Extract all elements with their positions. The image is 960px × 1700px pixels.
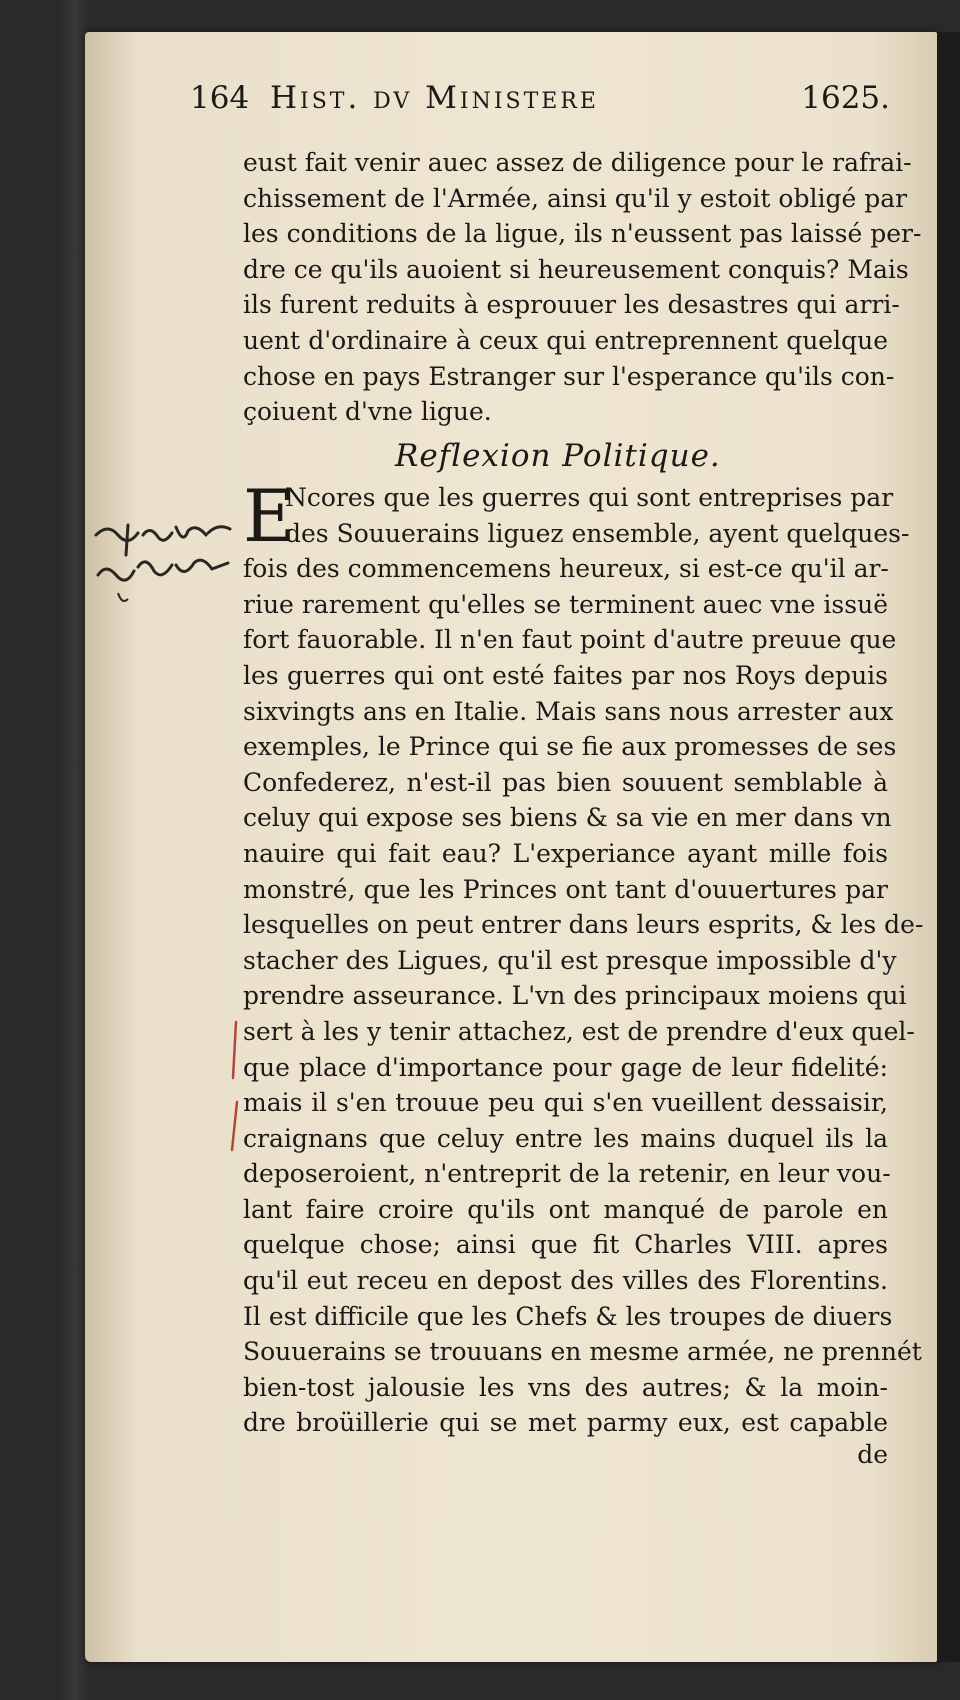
running-title: Hist. dv Ministere (270, 80, 599, 116)
text-line: celuy qui expose ses biens & sa vie en mer dans vn (243, 803, 892, 833)
text-line: uent d'ordinaire à ceux qui entreprennent quelque (243, 325, 888, 355)
text-line: eust fait venir auec assez de diligence pour le rafrai- (243, 148, 912, 177)
page-number: 164 (190, 80, 250, 116)
section-heading: Reflexion Politique. (395, 438, 721, 474)
paragraph-1 (243, 145, 922, 430)
header-year: 1625. (801, 80, 890, 116)
red-pencil-mark-icon (230, 1100, 240, 1160)
text-line: monstré, que les Princes ont tant d'ouuertures par (243, 874, 888, 904)
red-pencil-mark-icon (230, 1020, 240, 1080)
text-line: qu'il eut receu en depost des villes des Florentins. (243, 1266, 888, 1296)
text-line: sixvingts ans en Italie. Mais sans nous arrester aux (243, 696, 894, 726)
paragraph-2 (243, 474, 924, 1441)
text-line: Souuerains se trouuans en mesme armée, ne prennét (243, 1337, 922, 1367)
text-line: craignans que celuy entre les mains duquel ils la (243, 1123, 888, 1153)
text-line: prendre asseurance. L'vn des principaux moiens qui (243, 981, 907, 1011)
text-line: Il est difficile que les Chefs & les troupes de diuers (243, 1301, 893, 1331)
text-line: lant faire croire qu'ils ont manqué de parole en (243, 1194, 888, 1224)
text-line: les guerres qui ont esté faites par nos Roys depuis (243, 660, 888, 690)
text-line: chose en pays Estranger sur l'esperance qu'ils con- (243, 361, 895, 391)
text-line: des Souuerains liguez ensemble, ayent quelques- (285, 518, 910, 548)
text-line: fois des commencemens heureux, si est-ce qu'il ar- (243, 554, 889, 584)
text-line: quelque chose; ainsi que fit Charles VIII. apres (243, 1230, 888, 1260)
text-line: sert à les y tenir attachez, est de prendre d'eux quel- (243, 1016, 915, 1046)
drop-cap: E (243, 474, 296, 558)
text-line: dre ce qu'ils auoient si heureusement conquis? Mais (243, 254, 909, 284)
text-line: deposeroient, n'entreprit de la retenir, en leur vou- (243, 1159, 891, 1189)
text-line: Ncores que les guerres qui sont entreprises par (285, 483, 894, 512)
text-line: nauire qui fait eau? L'experiance ayant mille fois (243, 838, 888, 868)
text-line: mais il s'en trouue peu qui s'en vueillent dessaisir, (243, 1088, 888, 1118)
running-header (190, 80, 890, 116)
text-line: bien-tost jalousie les vns des autres; & la moin- (243, 1372, 888, 1402)
text-line: que place d'importance pour gage de leur fidelité: (243, 1052, 888, 1082)
text-line: fort fauorable. Il n'en faut point d'autre preuue que (243, 625, 897, 655)
text-line: riue rarement qu'elles se terminent auec vne issuë (243, 589, 888, 619)
text-line: chissement de l'Armée, ainsi qu'il y estoit obligé par (243, 183, 908, 213)
text-line: stacher des Ligues, qu'il est presque impossible d'y (243, 945, 897, 975)
text-line: Confederez, n'est-il pas bien souuent semblable à (243, 767, 888, 797)
text-line: çoiuent d'vne ligue. (243, 397, 492, 427)
text-line: les conditions de la ligue, ils n'eussent pas laissé per- (243, 219, 922, 249)
text-line: dre broüillerie qui se met parmy eux, est capable (243, 1408, 888, 1438)
handwritten-marginal-note-icon (88, 505, 238, 615)
text-line: ils furent reduits à esprouuer les desastres qui arri- (243, 290, 900, 320)
text-line: lesquelles on peut entrer dans leurs esprits, & les de- (243, 910, 924, 940)
catchword: de (857, 1440, 888, 1469)
text-line: exemples, le Prince qui se fie aux promesses de ses (243, 732, 897, 762)
